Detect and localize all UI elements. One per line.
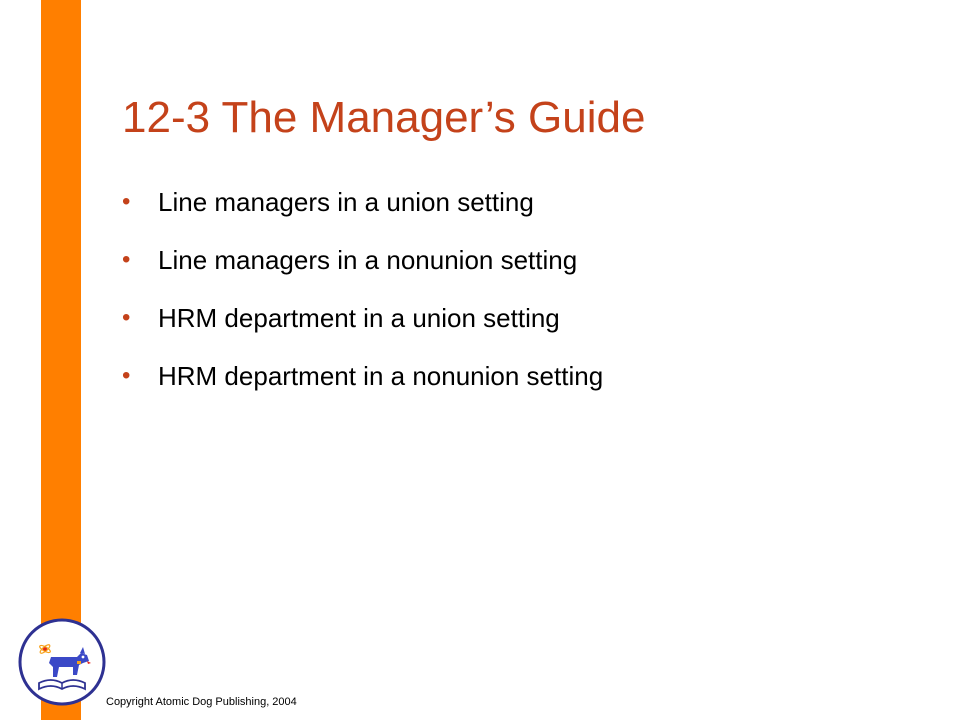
atomic-dog-logo-icon xyxy=(17,617,107,707)
accent-side-bar xyxy=(41,0,81,720)
bullet-dot-icon: • xyxy=(122,188,131,215)
bullet-dot-icon: • xyxy=(122,246,131,273)
bullet-dot-icon: • xyxy=(122,304,131,331)
bullet-text: Line managers in a nonunion setting xyxy=(158,245,578,275)
bullet-dot-icon: • xyxy=(122,362,131,389)
slide-title: 12-3 The Manager’s Guide xyxy=(122,93,646,142)
bullet-text: HRM department in a union setting xyxy=(158,303,560,333)
bullet-text: HRM department in a nonunion setting xyxy=(158,361,604,391)
bullet-text: Line managers in a union setting xyxy=(158,187,534,217)
copyright-text: Copyright Atomic Dog Publishing, 2004 xyxy=(106,696,297,708)
